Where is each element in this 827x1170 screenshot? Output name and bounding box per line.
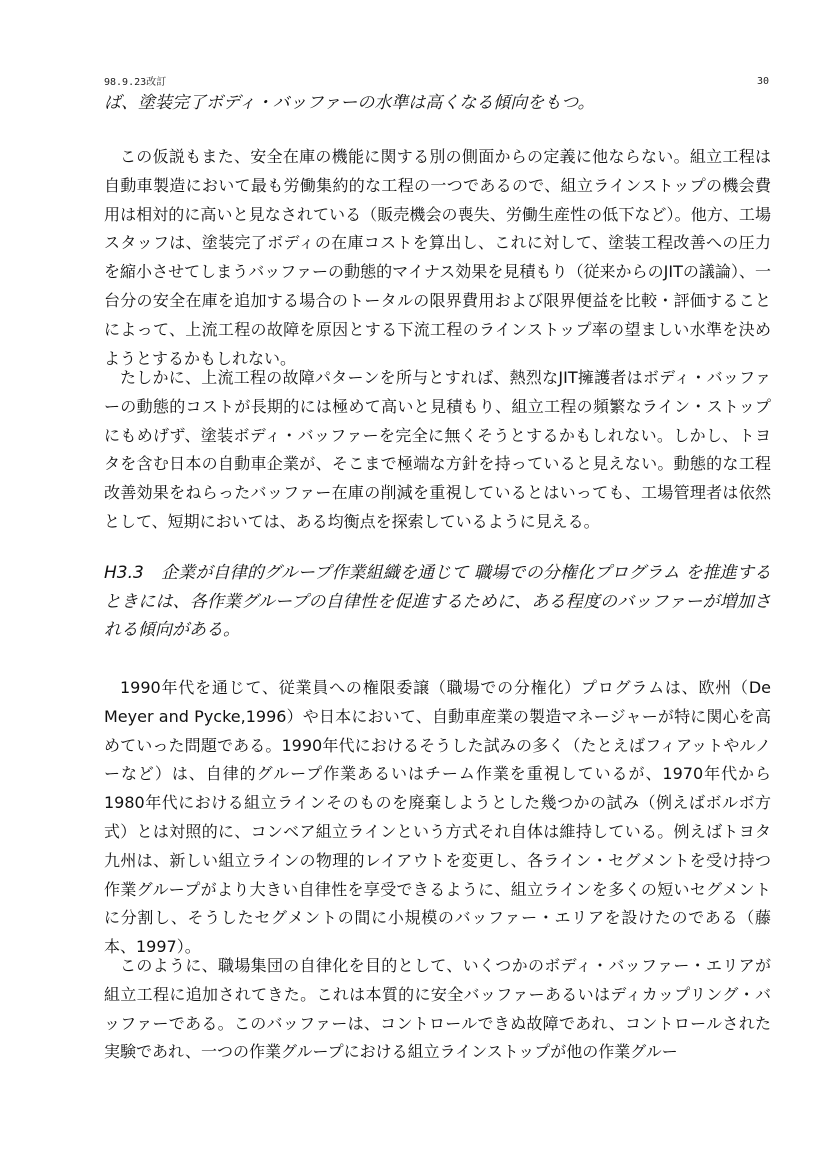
revision-date: 98.9.23改訂 xyxy=(104,77,167,88)
paragraph-1: この仮説もまた、安全在庫の機能に関する別の側面からの定義に他ならない。組立工程は自動車製造において最も労働集約的な工程の一つであるので、組立ラインストップの機会費用は相対的に高いと見なされている（販売機会の喪失、労働生産性の低下など）。他方、工場スタッフは、塗装完了ボディの在庫コストを算出し、これに対して、塗装工程改善への圧力を縮小させてしまうバッファーの動態的マイナス効果を見積もり（従来からのJITの議論）、一台分の安全在庫を追加する場合のトータルの限界費用および限界便益を比較・評価することによって、上流工程の故障を原因とする下流工程のラインストップ率の望ましい水準を決めようとするかもしれない。 xyxy=(104,147,771,368)
paragraph-3: 1990年代を通じて、従業員への権限委譲（職場での分権化）プログラムは、欧州（De Meyer and Pycke,1996）や日本において、自動車産業の製造マネージャーが特に関心を高めていった問題である。1990年代におけるそうした試みの多く（たとえばフィアットやルノーなど）は、自律的グループ作業あるいはチーム作業を重視しているが、1970年代から1980年代における組立ラインそのものを廃棄しようとした幾つかの試み（例えばボルボ方式）とは対照的に、コンベア組立ラインという方式それ自体は維持している。例えばトヨタ九州は、新しい組立ラインの物理的レイアウトを変更し、各ライン・セグメントを受け持つ作業グループがより大きい自律性を享受できるように、組立ラインを多くの短いセグメントに分割し、そうしたセグメントの間に小規模のバッファー・エリアを設けたのである（藤本、1997）。 xyxy=(104,678,771,957)
paragraph-4: このように、職場集団の自律化を目的として、いくつかのボディ・バッファー・エリアが組立工程に追加されてきた。これは本質的に安全バッファーあるいはディカップリング・バッファーである。このバッファーは、コントロールできぬ故障であれ、コントロールされた実験であれ、一つの作業グループにおける組立ラインストップが他の作業グルー xyxy=(104,956,771,1062)
paragraph-2: たしかに、上流工程の故障パターンを所与とすれば、熱烈なJIT擁護者はボディ・バッファーの動態的コストが長期的には極めて高いと見積もり、組立工程の頻繁なライン・ストップにもめげず、塗装ボディ・バッファーを完全に無くそうとするかもしれない。しかし、トヨタを含む日本の自動車企業が、そこまで極端な方針を持っていると見えない。動態的な工程改善効果をねらったバッファー在庫の削減を重視しているとはいっても、工場管理者は依然として、短期においては、ある均衡点を探索しているように見える。 xyxy=(104,368,771,531)
hypothesis-h3-3: H3.3 企業が自律的グループ作業組織を通じて 職場での分権化プログラム を推進するときには、各作業グループの自律性を促進するために、ある程度のバッファーが増加される傾向がある。 xyxy=(104,563,771,640)
page-number: 30 xyxy=(757,76,770,87)
continuation-line: ば、塗装完了ボディ・バッファーの水準は高くなる傾向をもつ。 xyxy=(104,93,595,113)
